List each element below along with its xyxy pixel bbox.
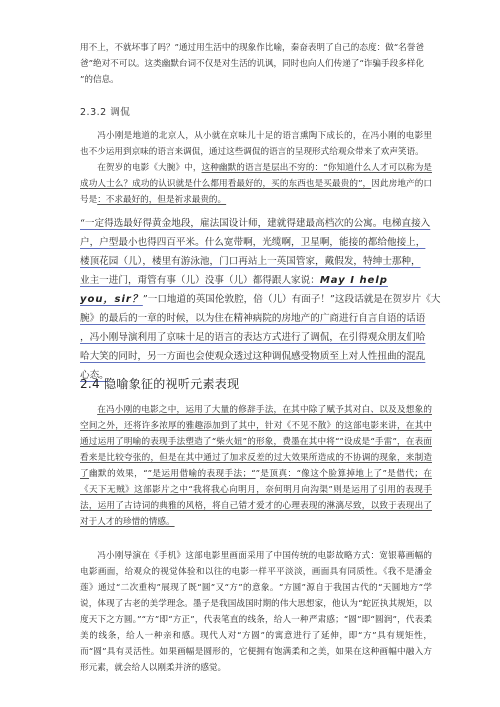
underlined-text: 间之外，还将许多浓厚的雅趣添加到了其中，针对《不见不散》的这部电影来讲，在其中通过 [80, 421, 432, 447]
quote-line: 户，户型最小也得四百平米。什么宽带啊，光缆啊，卫星啊，能接的都给他接上， [80, 237, 426, 248]
text-line: 用不上，不就坏事了吗？”通过用生活中的现象作比喻，秦奋表明了自己的态度：做“名誉爸 [80, 43, 424, 53]
text-line: 以度天下之方圆。”“方”即“方正”，代表笔直的线条，给人一种严肃感；“圆”即“圆润 [80, 599, 432, 625]
text-line: 冯小刚是地道的北京人，从小就在京味儿十足的语言熏陶下成长的，在冯小刚的电影里也 [80, 131, 432, 157]
paragraph-2-4-b [80, 548, 432, 676]
underlined-text: 是顶真：“像这个脸算掉地上了”是借代；在 [259, 469, 432, 479]
handwritten-english: you，sir？ [80, 294, 143, 305]
section-number: 2.4 [80, 377, 100, 391]
section-number: 2.3.2 [80, 107, 107, 118]
underlined-text: 运用了明喻的表现手法塑造了“柴火妞”的形象，费墨在其中将“”设成是“手雷”，在表面 [97, 437, 432, 447]
paragraph-2-4-a [80, 402, 432, 530]
section-heading-2-4 [80, 375, 239, 392]
text-run: “ [143, 469, 148, 479]
section-title: 隐喻象征的视听元素表现 [104, 377, 240, 391]
text-line: 不少运用到京味的语言来调侃，通过这些调侃的语言的呈现形式给观众带来了欢声笑语。 [88, 147, 424, 157]
quote-line [80, 271, 432, 290]
underlined-text: 在冯小刚的电影之中，运用了大量的修辞手法，在其中除了赋予其对白、以及及想象的空 [80, 405, 432, 431]
quote-line [80, 290, 441, 309]
text-line: 影画面，给观众的视觉体验和以往的电影一样平平淡淡，画面具有同质性。《我不是潘金莲》 [80, 567, 432, 593]
underlined-text: 看来是比较夸张的，但是在其中通过了加求反差的过大效果所造成的不协调的现象，来制造了 [80, 453, 432, 479]
paragraph-2-3-2-a [80, 128, 432, 160]
text-line: 规矩性，而“圆”具有灵活性。如果画幅是圆形的，它便拥有饱满柔和之美，如果在这种画幅 [80, 631, 432, 657]
quote-line: ，冯小刚导演利用了京味十足的语言的表达方式进行了调侃，在引得观众朋友们哈 [80, 332, 426, 343]
quote-text: 业主一进门，甭管有事（儿）没事（儿）都得跟人家说： [80, 275, 320, 286]
quote-line: 心态。 [80, 370, 109, 381]
text-line: 通过“二次重构”展现了既“圆”又“方”的意象。“方圆”源自于我国古代的“天圆地方” [97, 583, 424, 593]
quote-line: 哈大笑的同时，另一方面也会使观众透过这种调侃感受物质至上对人性扭曲的混乱 [80, 351, 426, 362]
underlined-text: 这种幽默的语言是层出不穷的：“你知道什么人才可以称为是成 [80, 163, 432, 189]
text-line: ”，代表柔美的线条，给人一种亲和感。现代人对“方圆”的寓意进行了延伸，即“方”具有 [80, 615, 432, 641]
quote-line: 楼顶花园（儿），楼里有游泳池，门口再站上一英国管家，戴假发，特绅士那种， [80, 256, 421, 267]
underlined-text: 功人士么？成功的认识就是什么都用看最好的，买的东西也是买最贵的”， [88, 179, 372, 189]
text-line: 中融入方形元素，就会给人以刚柔并济的感觉。 [80, 647, 432, 673]
paragraph-2-3-2-b [80, 160, 432, 208]
text-run: 在贺岁的电影《大腕》中， [97, 163, 202, 173]
underlined-text: ”是运用借喻的表现手法；“ [147, 469, 256, 479]
text-line: 爸”绝对不可以。这类幽默台词不仅是对生活的讥讽，同时也向人们传递了“诈骗手段多样化 [80, 59, 424, 69]
text-run: 幽默的效果， [89, 469, 144, 479]
text-run: 因此房地产的口号是 [80, 179, 432, 205]
quote-text: ”一口地道的英国伦敦腔，倍（儿）有面子！”这段话就是在贺岁片《大 [142, 294, 441, 305]
underlined-text: ：不求最好的，但是祈求最贵的。 [97, 195, 227, 205]
underlined-text: 《天下无贼》这部影片之中“我将我心向明月，奈何明月向沟渠”则是运用了引用的表现手法 [80, 485, 432, 511]
text-line: 冯小刚导演在《手机》这部电影里画面采用了中国传统的电影故略方式：宽银幕画幅的电 [80, 551, 432, 577]
quote-line: “一定得选最好得黄金地段，雇法国设计师，建就得建最高档次的公寓。电梯直接入 [80, 218, 431, 229]
underlined-text: ，运用了古诗词的典雅的风格，将自己错才爱才的心理表现的淋漓尽致，以致于表现出了对于 [80, 501, 432, 527]
quote-line: 腕》的最后的一章的时候，以为住在精神病院的房地产的广商进行自言自语的话语 [80, 313, 426, 324]
underlined-text: 人才的珍惜的情感。 [97, 517, 175, 527]
text-line: ”的信息。 [80, 75, 119, 85]
top-paragraph [80, 40, 432, 88]
quoted-block [80, 214, 441, 385]
section-title: 调侃 [110, 107, 131, 118]
text-run: ” [255, 469, 260, 479]
section-heading-2-3-2 [80, 104, 130, 118]
text-line: 学说，体现了古老的美学理念。墨子是我国战国时期的伟大思想家，他认为“蛇匠执其规矩， [80, 583, 432, 609]
handwritten-english: May I help [319, 275, 388, 286]
